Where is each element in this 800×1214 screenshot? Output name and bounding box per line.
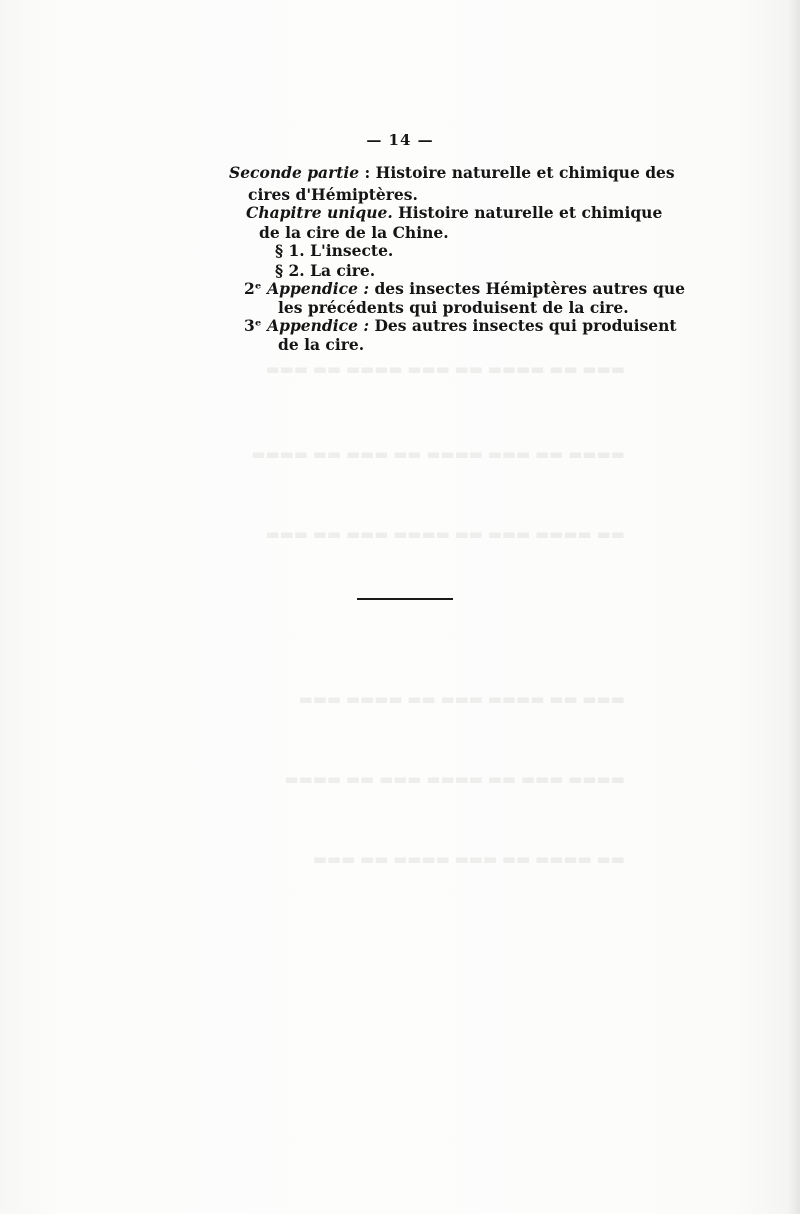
toc-appendix-title: des insectes Hémiptères autres que xyxy=(369,279,686,298)
toc-appendix-title: Des autres insectes qui produisent xyxy=(369,316,677,335)
toc-entry-appendice-2-cont: les précédents qui produisent de la cire. xyxy=(278,298,629,317)
show-through-texture: ▬▬ ▬▬▬▬ ▬▬ ▬▬▬ ▬▬▬▬ ▬▬ ▬▬▬ xyxy=(312,850,625,868)
show-through-texture: ▬▬▬▬ ▬▬▬ ▬▬ ▬▬▬▬ ▬▬▬ ▬▬ ▬▬▬▬ xyxy=(284,770,625,788)
show-through-texture: ▬▬▬ ▬▬ ▬▬▬▬ ▬▬ ▬▬▬ ▬▬▬▬ ▬▬ ▬▬▬ xyxy=(265,360,625,378)
toc-entry-seconde-partie xyxy=(229,162,675,184)
toc-part-separator: : xyxy=(359,163,376,182)
page-edge-shadow xyxy=(788,0,800,1214)
show-through-texture: ▬▬▬▬ ▬▬ ▬▬▬ ▬▬▬▬ ▬▬ ▬▬▬ ▬▬ ▬▬▬▬ xyxy=(251,445,625,463)
toc-entry-chapitre-cont: de la cire de la Chine. xyxy=(259,223,449,242)
toc-chapter-label: Chapitre unique. xyxy=(246,203,393,222)
toc-appendix-number: 2ᵉ xyxy=(244,279,268,298)
toc-entry-seconde-partie-cont: cires d'Hémiptères. xyxy=(248,185,418,204)
show-through-texture: ▬▬▬ ▬▬ ▬▬▬▬ ▬▬▬ ▬▬ ▬▬▬▬ ▬▬▬ xyxy=(298,690,625,708)
toc-entry-chapitre xyxy=(246,202,662,224)
page-number: — 14 — xyxy=(366,131,434,149)
toc-entry-section-1: § 1. L'insecte. xyxy=(275,241,394,260)
toc-appendix-label: Appendice : xyxy=(267,316,370,335)
toc-appendix-label: Appendice : xyxy=(267,279,370,298)
section-divider xyxy=(357,598,453,600)
toc-entry-appendice-3-cont: de la cire. xyxy=(278,335,365,354)
toc-chapter-title: Histoire naturelle et chimique xyxy=(392,203,663,222)
toc-part-label: Seconde partie xyxy=(229,163,360,182)
toc-part-title: Histoire naturelle et chimique des xyxy=(375,163,675,182)
show-through-texture: ▬▬ ▬▬▬▬ ▬▬▬ ▬▬ ▬▬▬▬ ▬▬▬ ▬▬ ▬▬▬ xyxy=(265,525,625,543)
toc-appendix-number: 3ᵉ xyxy=(244,316,268,335)
toc-entry-section-2: § 2. La cire. xyxy=(275,261,376,280)
